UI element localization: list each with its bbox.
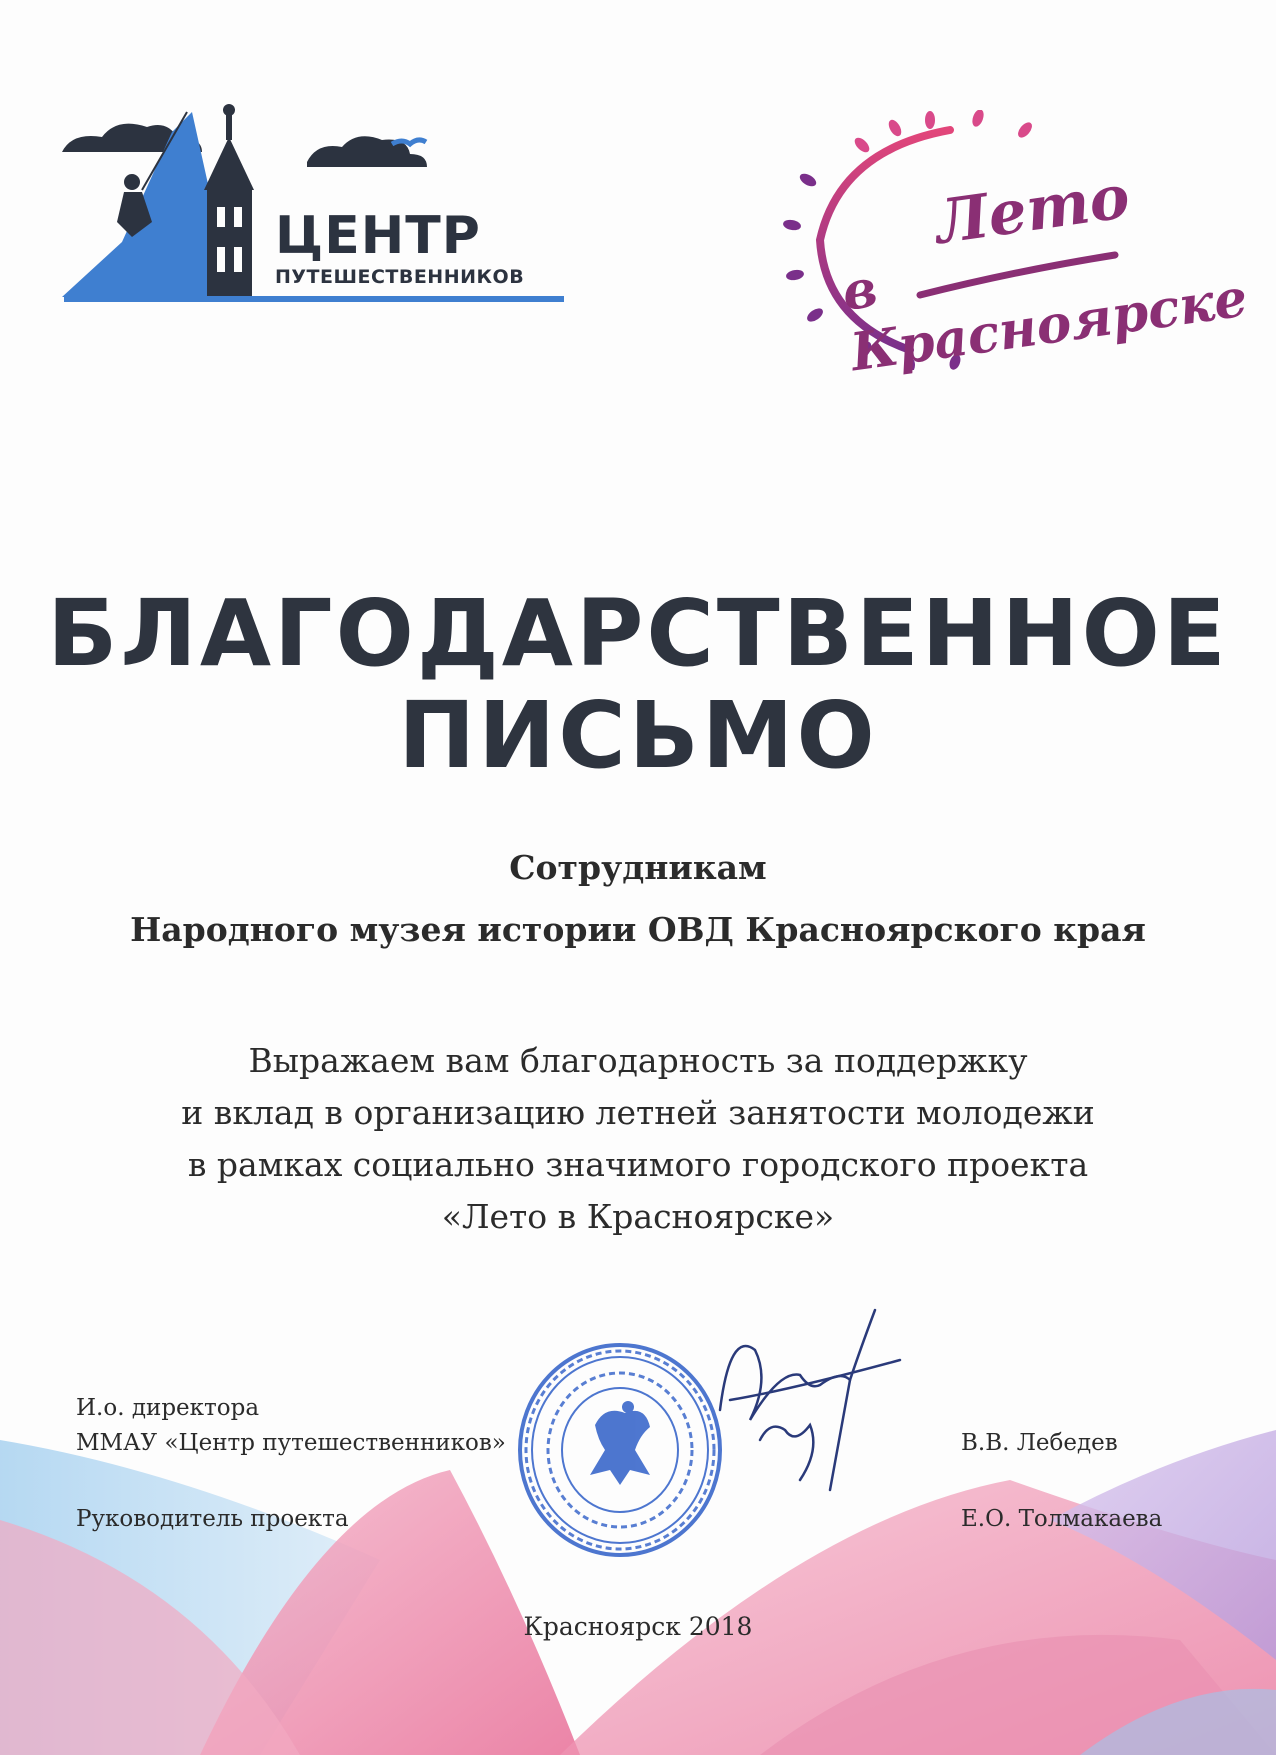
logo-right-line2: в Красноярске	[838, 257, 1251, 384]
handwritten-signature-icon	[700, 1290, 920, 1510]
director-title-line1: И.о. директора	[76, 1395, 260, 1421]
official-stamp-icon	[510, 1335, 730, 1565]
logo-right-line1: Лето	[931, 161, 1134, 259]
project-lead-title: Руководитель проекта	[76, 1506, 349, 1532]
message-line4: «Лето в Красноярске»	[441, 1197, 835, 1236]
message-body	[0, 1035, 1276, 1243]
travel-center-logo-text	[275, 206, 525, 288]
message-line1: Выражаем вам благодарность за поддержку	[248, 1041, 1028, 1080]
city-year: Красноярск 2018	[523, 1612, 753, 1641]
document-title-line1: БЛАГОДАРСТВЕННОЕ	[47, 580, 1229, 687]
message-line3: в рамках социально значимого городского проекта	[187, 1145, 1089, 1184]
message-line2: и вклад в организацию летней занятости молодежи	[181, 1093, 1095, 1132]
logo-left-sub-text: ПУТЕШЕСТВЕННИКОВ	[275, 266, 525, 288]
document-title-line2: ПИСЬМО	[398, 682, 878, 789]
logo-left-main-text: ЦЕНТР	[275, 206, 481, 266]
recipient-line2: Народного музея истории ОВД Красноярского края	[130, 910, 1146, 949]
recipient-line1: Сотрудникам	[509, 848, 767, 887]
director-name: В.В. Лебедев	[961, 1430, 1118, 1456]
logo-left-underline	[64, 296, 564, 302]
director-title-line2: ММАУ «Центр путешественников»	[76, 1430, 506, 1456]
project-lead-name: Е.О. Толмакаева	[961, 1506, 1163, 1532]
